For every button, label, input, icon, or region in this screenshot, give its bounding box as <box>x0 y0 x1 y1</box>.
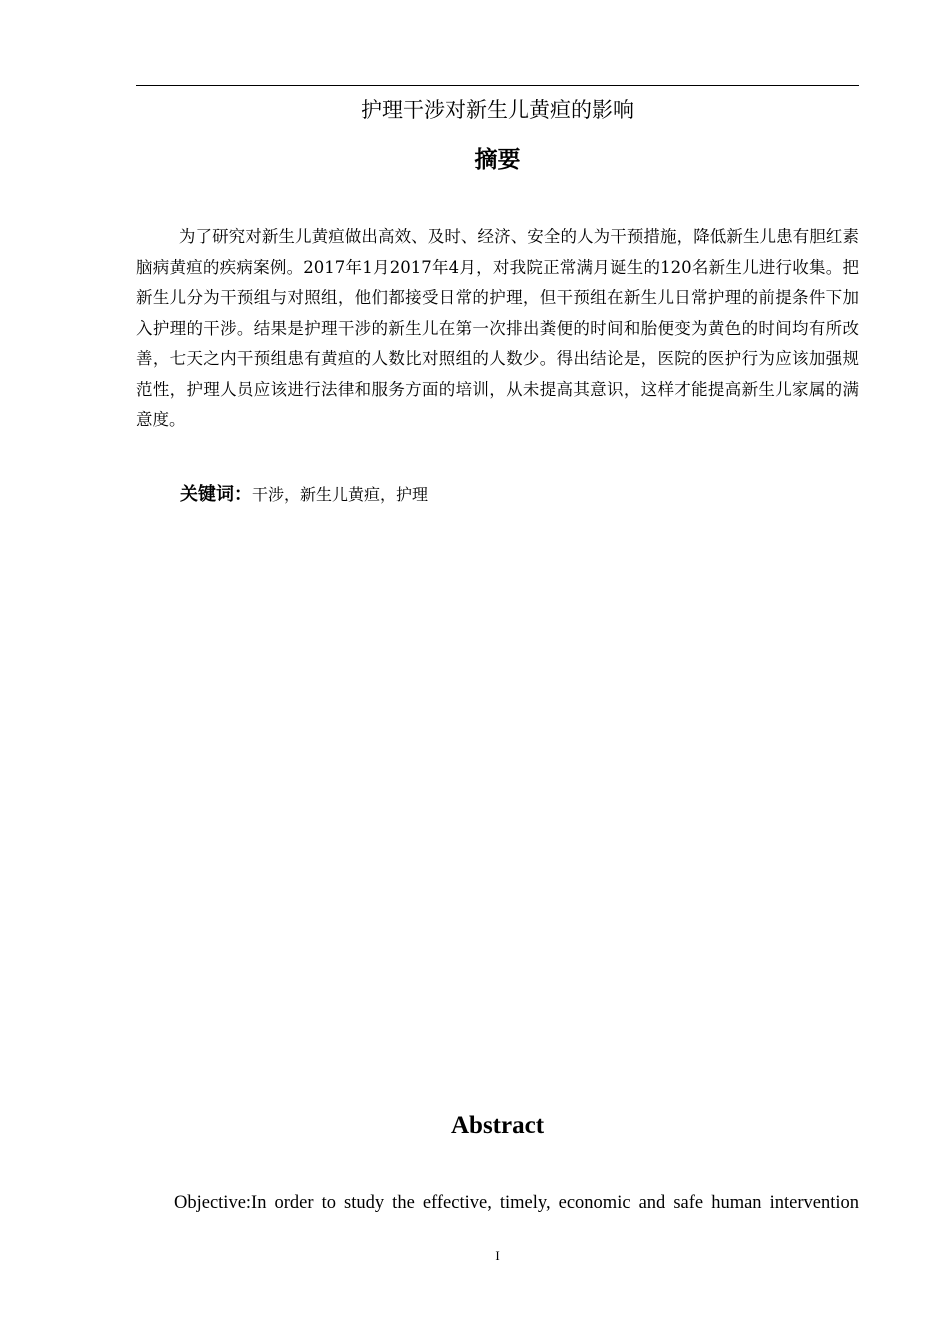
header-rule <box>136 85 859 86</box>
keywords-text: 干涉，新生儿黄疸，护理 <box>252 485 429 504</box>
abstract-en-body: Objective:In order to study the effective, timely, economic and safe human intervention <box>174 1193 859 1213</box>
abstract-cn-heading: 摘要 <box>474 147 521 173</box>
abstract-en-heading: Abstract <box>450 1112 545 1139</box>
keywords-label: 关键词： <box>180 484 252 505</box>
document-title: 护理干涉对新生儿黄疸的影响 <box>361 98 634 122</box>
page-number: I <box>495 1248 500 1263</box>
keywords-line <box>180 482 859 508</box>
abstract-cn-body: 为了研究对新生儿黄疸做出高效、及时、经济、安全的人为干预措施，降低新生儿患有胆红素脑病黄疸的疾病案例。2017年1月2017年4月，对我院正常满月诞生的120名新生儿进行收集。把新生儿分为干预组与对照组，他们都接受日常的护理，但干预组在新生儿日常护理的前提条件下加入护理的干涉。结果是护理干涉的新生儿在第一次排出粪便的时间和胎便变为黄色的时间均有所改善，七天之内干预组患有黄疸的人数比对照组的人数少。得出结论是，医院的医护行为应该加强规范性，护理人员应该进行法律和服务方面的培训，从未提高其意识，这样才能提高新生儿家属的满意度。 <box>136 227 859 429</box>
